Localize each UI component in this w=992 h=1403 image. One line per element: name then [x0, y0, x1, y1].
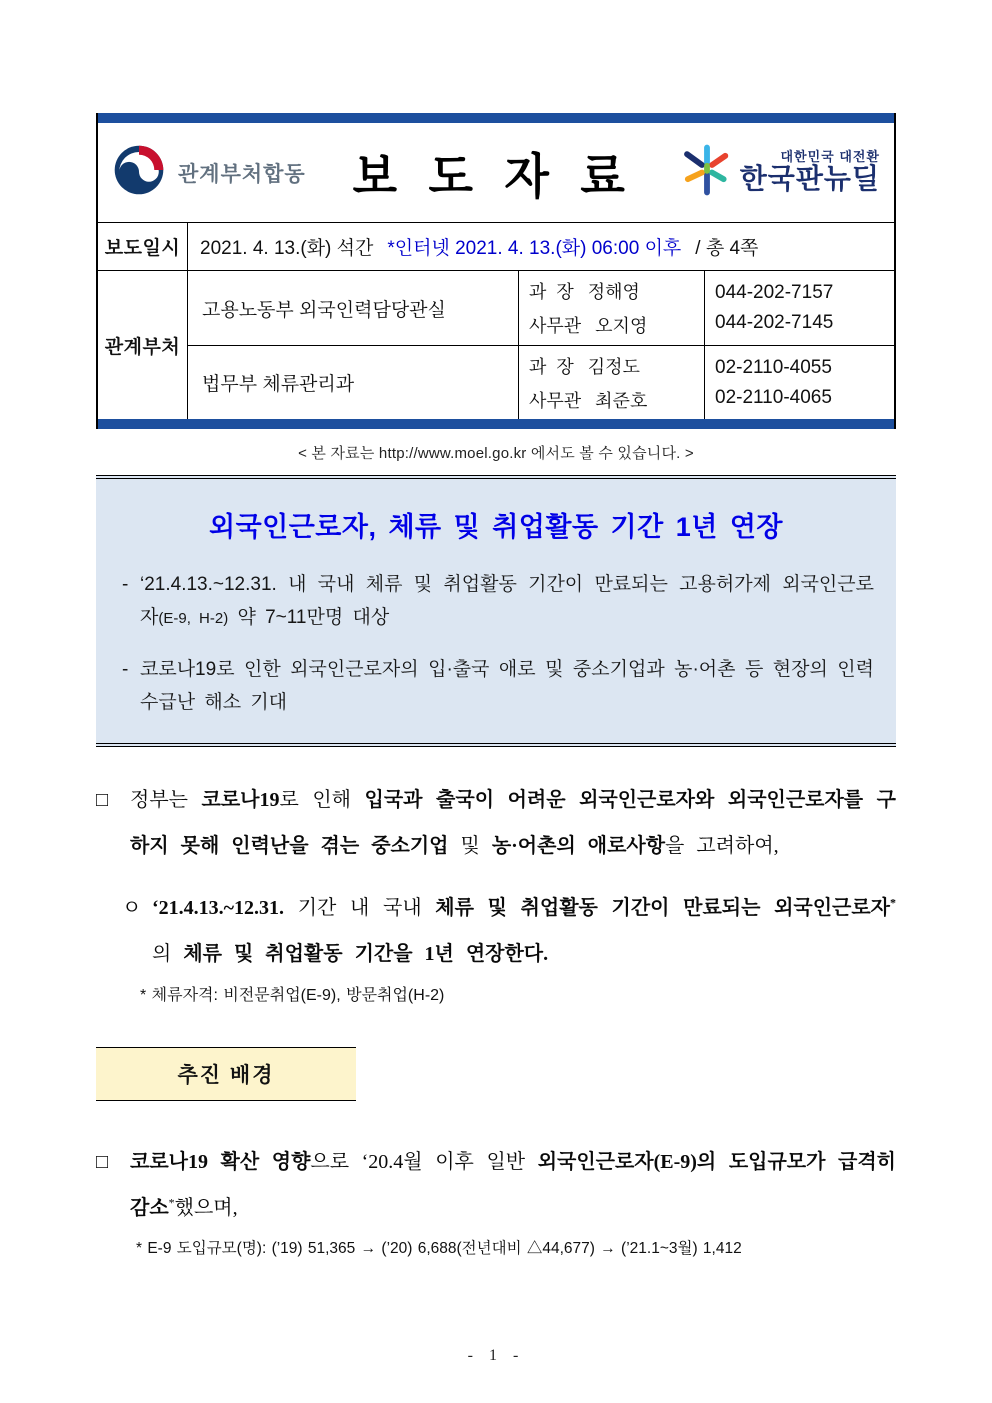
headline-box [96, 475, 896, 747]
paragraph-3-text: 코로나19 확산 영향으로 ‘20.4월 이후 일반 외국인근로자(E-9)의 도입규모가 급격히 감소*했으며, [130, 1150, 896, 1219]
dept-contacts [518, 345, 704, 419]
newdeal-wordmark [740, 150, 880, 195]
dept-name: 고용노동부 외국인력담당관실 [202, 299, 446, 321]
press-date-row [98, 223, 894, 271]
newdeal-asterisk-icon [682, 142, 732, 203]
square-bullet: □ [96, 789, 109, 811]
contact-person: 김정도 [587, 356, 640, 377]
press-date-label: 보도일시 [98, 223, 188, 270]
press-date-internet: *인터넷 2021. 4. 13.(화) 06:00 이후 [387, 238, 682, 259]
paragraph-3 [96, 1139, 896, 1231]
body-area [96, 747, 896, 1261]
dash-bullet: - [122, 658, 129, 680]
footnote-e9-stats: * E-9 도입규모(명): (’19) 51,365 → (’20) 6,688(전년대비 △44,677) → (’21.1~3월) 1,412 [136, 1239, 742, 1257]
contact-person: 오지영 [595, 316, 648, 336]
contact-person: 정해영 [587, 282, 640, 302]
headline-bullet-text: 코로나19로 인한 외국인근로자의 입·출국 애로 및 중소기업과 농·어촌 등 현장의 인력수급난 해소 기대 [140, 658, 874, 713]
contact-phone: 044-202-7157 [715, 282, 834, 303]
paragraph-1 [96, 777, 896, 869]
square-bullet: □ [96, 1150, 109, 1173]
press-date-main: 2021. 4. 13.(화) 석간 [200, 238, 374, 259]
headline-bullet [118, 568, 874, 635]
footnote-visa-types: * 체류자격: 비전문취업(E-9), 방문취업(H-2) [140, 987, 445, 1004]
press-header-table [96, 113, 896, 429]
paragraph-2-text: ‘21.4.13.~12.31. 기간 내 국내 체류 및 취업활동 기간이 만료되는 외국인근로자*의 체류 및 취업활동 기간을 1년 연장한다. [152, 895, 896, 965]
document-page [96, 0, 896, 1261]
dept-name: 법무부 체류관리과 [188, 345, 518, 419]
contact-line [529, 278, 694, 304]
contact-role: 과 장 [529, 282, 574, 302]
contact-role: 사무관 [529, 316, 582, 336]
section-label-background: 추진 배경 [96, 1047, 356, 1101]
newdeal-name: 한국판뉴딜 [739, 163, 880, 195]
contact-phone: 044-202-7145 [715, 312, 834, 333]
table-bottom-bar [98, 419, 894, 429]
page-number: - 1 - [467, 1347, 525, 1364]
press-date-value [188, 223, 894, 270]
related-ministries-rows [98, 271, 894, 419]
related-ministries-label: 관계부처 [98, 271, 188, 419]
contact-role: 과 장 [529, 356, 574, 377]
government-emblem-icon [112, 143, 166, 202]
contact-line [529, 387, 694, 413]
circle-bullet: ㅇ [122, 897, 142, 919]
masthead [98, 123, 894, 223]
contact-person: 최준호 [595, 390, 648, 411]
source-note: < 본 자료는 http://www.moel.go.kr 에서도 볼 수 있습니다. > [298, 445, 694, 462]
headline-bullet [118, 653, 874, 720]
dept-phones [704, 271, 894, 345]
contact-line [529, 312, 694, 338]
headline-title: 외국인근로자, 체류 및 취업활동 기간 1년 연장 [208, 512, 783, 542]
press-release-title: 보 도 자 료 [352, 149, 635, 203]
dept-contacts [518, 271, 704, 345]
org-label: 관계부처합동 [178, 162, 306, 186]
dept-phones [704, 345, 894, 419]
dash-bullet: - [122, 574, 129, 595]
paragraph-1-text: 정부는 코로나19로 인해 입국과 출국이 어려운 외국인근로자와 외국인근로자를 구하지 못해 인력난을 겪는 중소기업 및 농·어촌의 애로사항을 고려하여, [130, 789, 896, 857]
contact-line [529, 353, 694, 379]
headline-bullet-text: ‘21.4.13.~12.31. 내 국내 체류 및 취업활동 기간이 만료되는 고용허가제 외국인근로자(E-9, H-2) 약 7~11만명 대상 [140, 574, 874, 629]
contact-phone: 02-2110-4055 [715, 356, 832, 378]
press-date-pages: / 총 4쪽 [695, 238, 759, 259]
korean-newdeal-logo [682, 142, 880, 203]
paragraph-2 [122, 885, 896, 977]
contact-phone: 02-2110-4065 [715, 386, 832, 408]
table-top-bar [98, 113, 894, 123]
contact-role: 사무관 [529, 390, 582, 411]
newdeal-tagline: 대한민국 대전환 [780, 148, 880, 164]
gov-identity [112, 143, 306, 202]
